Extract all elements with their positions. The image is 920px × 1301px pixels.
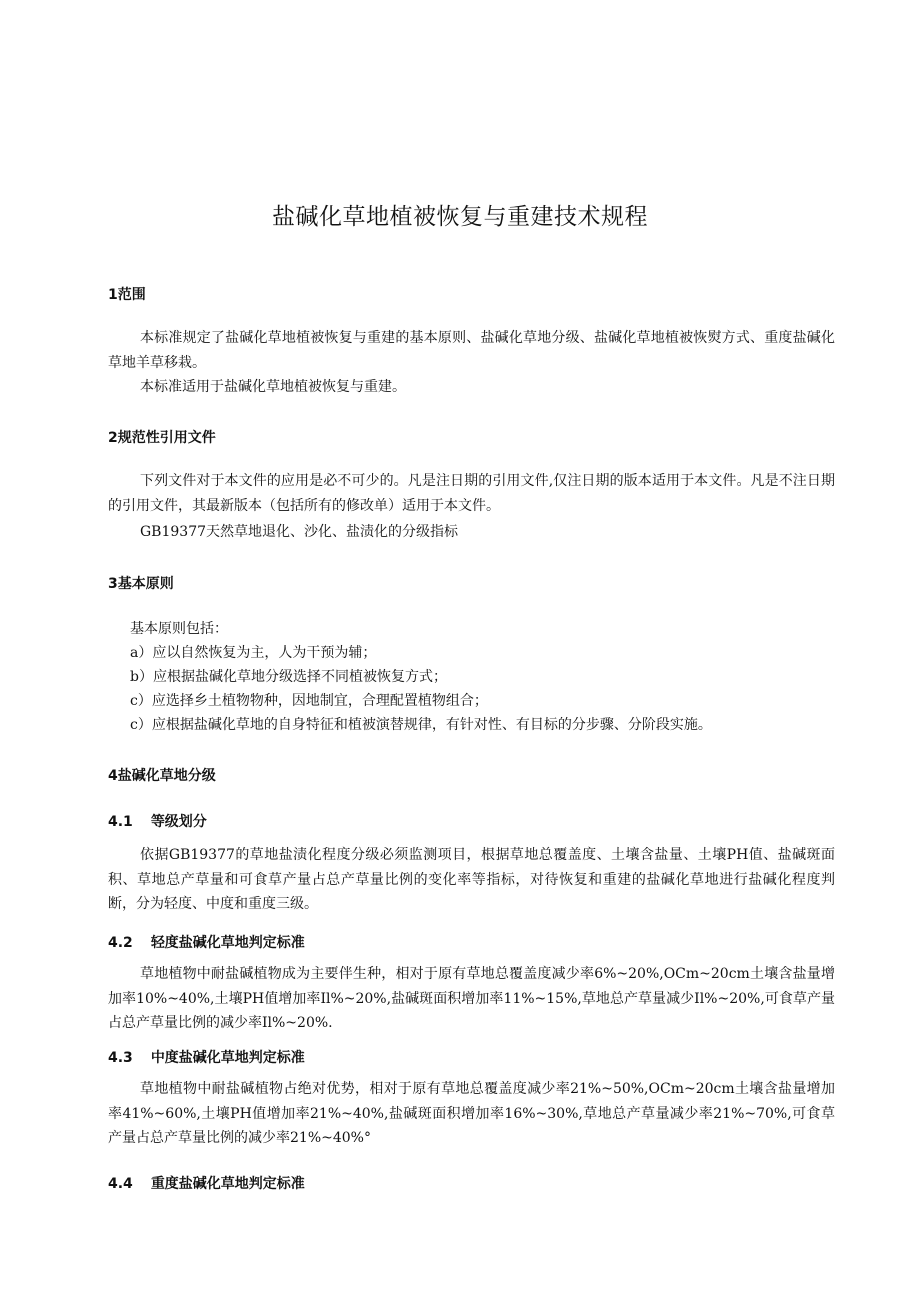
- section-number: 2: [108, 430, 118, 446]
- subsection-4-1-text: 依据GB19377的草地盐渍化程度分级必须监测项目，根据草地总覆盖度、土壤含盐量、土壤PH值、盐碱斑面积、草地总产草量和可食草产量占总产草量比例的变化率等指标，对待恢复和重建的盐碱化草地进行盐碱化程度判断，分为轻度、中度和重度三级。: [108, 847, 835, 912]
- subsection-number: 4.4: [108, 1176, 133, 1192]
- principle-item-c2: c）应根据盐碱化草地的自身特征和植被演替规律，有针对性、有目标的分步骤、分阶段实施。: [130, 717, 712, 733]
- section-1-paragraph-1: 本标准规定了盐碱化草地植被恢复与重建的基本原则、盐碱化草地分级、盐碱化草地植被恢熨方式、重度盐碱化草地羊草移栽。: [108, 330, 835, 371]
- document-title: 盐碱化草地植被恢复与重建技术规程: [272, 204, 648, 231]
- principle-item-a: a）应以自然恢复为主，人为干预为辅；: [130, 645, 377, 661]
- principles-intro: 基本原则包括：: [130, 621, 228, 637]
- subsection-title: 等级划分: [150, 814, 207, 830]
- subsection-4-4-heading: [108, 1173, 305, 1193]
- subsection-4-1-heading: [108, 811, 207, 831]
- subsection-4-2-text: 草地植物中耐盐碱植物成为主要伴生种，相对于原有草地总覆盖度减少率6%~20%,OCm~20cm土壤含盐量增加率10%~40%,土壤PH值增加率Il%~20%,盐碱斑面积增加率11%~15%,草地总产草量减少Il%~20%,可食草产量占总产草量比例的减少率Il%~20%.: [108, 966, 835, 1031]
- subsection-number: 4.2: [108, 935, 133, 951]
- section-number: 3: [108, 576, 118, 592]
- section-number: 1: [108, 287, 118, 303]
- section-1-heading: [108, 284, 146, 304]
- section-1-paragraph-2: 本标准适用于盐碱化草地植被恢复与重建。: [140, 379, 406, 395]
- section-number: 4: [108, 768, 118, 784]
- subsection-title: 中度盐碱化草地判定标准: [150, 1050, 305, 1066]
- section-2-heading: [108, 427, 216, 447]
- section-title: 基本原则: [117, 576, 174, 592]
- principle-item-b: b）应根据盐碱化草地分级选择不同植被恢复方式；: [130, 669, 447, 685]
- reference-document: GB19377天然草地退化、沙化、盐渍化的分级指标: [140, 524, 459, 540]
- subsection-number: 4.3: [108, 1050, 133, 1066]
- section-title: 规范性引用文件: [117, 430, 216, 446]
- section-title: 盐碱化草地分级: [117, 768, 216, 784]
- subsection-4-3-heading: [108, 1047, 305, 1067]
- subsection-4-3-text: 草地植物中耐盐碱植物占绝对优势，相对于原有草地总覆盖度减少率21%~50%,OCm~20cm土壤含盐量增加率41%~60%,土壤PH值增加率21%~40%,盐碱斑面积增加率16%~30%,草地总产草量减少率21%~70%,可食草产量占总产草量比例的减少率21%~40%°: [108, 1081, 835, 1146]
- subsection-4-2-heading: [108, 932, 305, 952]
- principle-item-c1: c）应选择乡土植物物种，因地制宜，合理配置植物组合；: [130, 693, 488, 709]
- section-4-heading: [108, 765, 216, 785]
- subsection-title: 轻度盐碱化草地判定标准: [150, 935, 305, 951]
- section-title: 范围: [117, 287, 146, 303]
- subsection-number: 4.1: [108, 814, 133, 830]
- subsection-title: 重度盐碱化草地判定标准: [150, 1176, 305, 1192]
- section-3-heading: [108, 573, 174, 593]
- section-2-paragraph-1: 下列文件对于本文件的应用是必不可少的。凡是注日期的引用文件,仅注日期的版本适用于本文件。凡是不注日期的引用文件，其最新版本（包括所有的修改单）适用于本文件。: [108, 473, 835, 514]
